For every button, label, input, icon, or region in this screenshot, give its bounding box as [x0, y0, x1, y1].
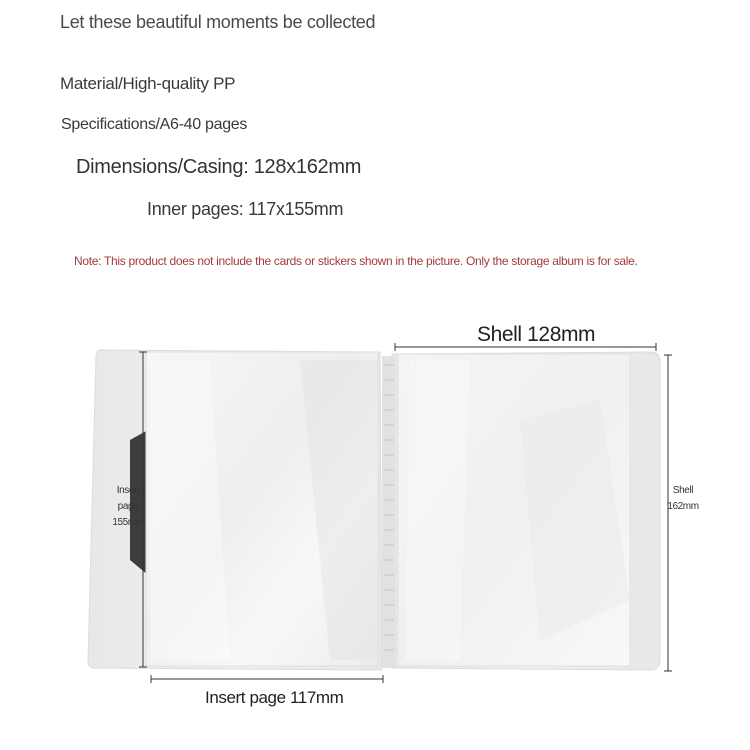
headline: Let these beautiful moments be collected: [60, 12, 376, 32]
insert-width-line: [151, 675, 383, 683]
shell-height-label: [664, 483, 702, 515]
dimensions-casing-spec: Dimensions/Casing: 128x162mm: [76, 156, 362, 178]
insert-height-line1: Insert: [116, 485, 140, 496]
shell-height-line1: Shell: [672, 485, 694, 496]
inner-pages-spec: Inner pages: 117x155mm: [147, 199, 344, 219]
insert-height-line2: page: [117, 501, 139, 512]
insert-height-label: [108, 483, 148, 531]
material-spec: Material/High-quality PP: [60, 74, 236, 93]
shell-height-line2: 162mm: [667, 501, 699, 512]
insert-width-label: Insert page 117mm: [205, 688, 344, 707]
shell-width-label: Shell 128mm: [477, 323, 596, 346]
right-page-highlight: [405, 360, 470, 660]
disclaimer-note: Note: This product does not include the cards or stickers shown in the picture. Only the storage album is for sale.: [74, 254, 638, 268]
specifications-spec: Specifications/A6-40 pages: [61, 116, 248, 133]
right-cover-flap: [628, 356, 658, 668]
spine-rings: [382, 356, 396, 668]
insert-height-line3: 155mm: [112, 517, 144, 528]
